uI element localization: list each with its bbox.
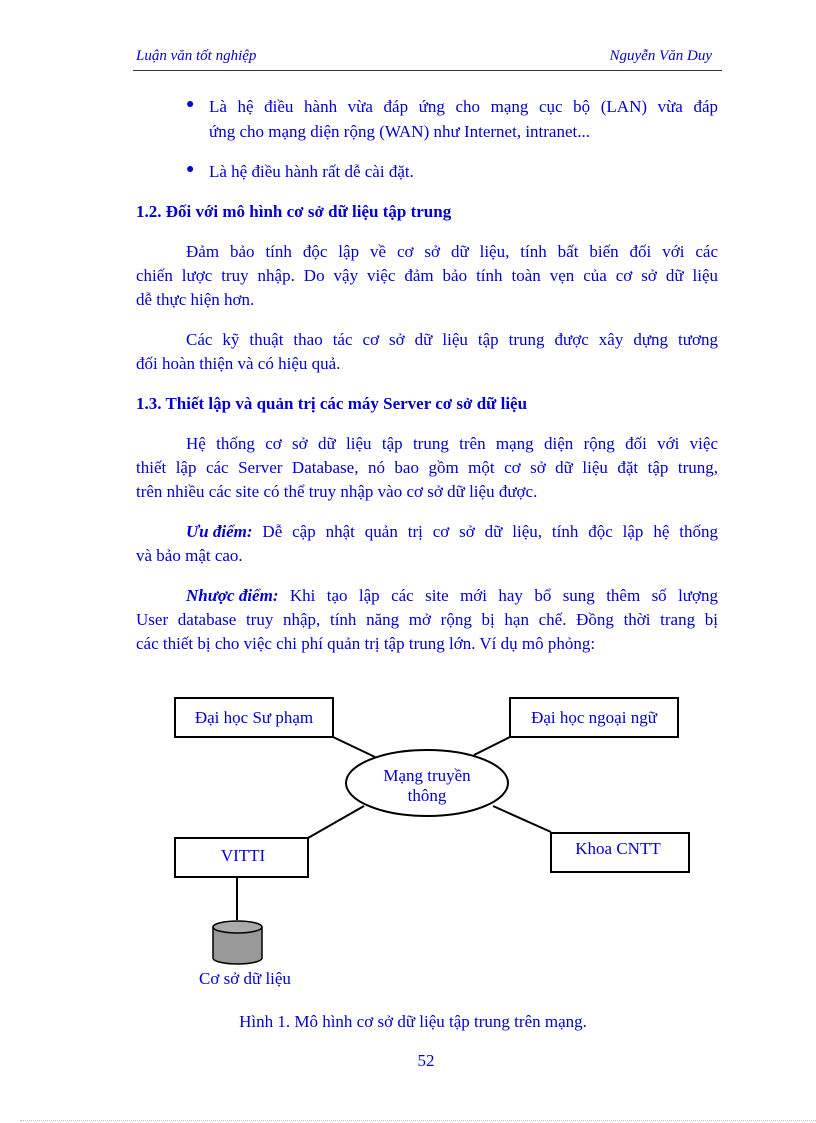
para-line: chiến lược truy nhập. Do vậy việc đảm bảo tính toàn vẹn của cơ sở dữ liệu (136, 266, 718, 285)
advantage-label: Ưu điểm: (186, 522, 253, 541)
para-line: đối hoàn thiện và có hiệu quả. (136, 354, 341, 373)
center-label-2: thông (407, 786, 447, 805)
bullet-icon: ● (186, 97, 195, 112)
para-line: và bảo mật cao. (136, 546, 243, 565)
connector-line (474, 737, 510, 755)
para-line: Đảm bảo tính độc lập về cơ sở dữ liệu, tính bất biến đối với các (186, 242, 718, 261)
connector-line (493, 806, 551, 832)
bullet-1-line-1: Là hệ điều hành vừa đáp ứng cho mạng cục bộ (LAN) vừa đáp (209, 97, 718, 116)
para-line: Hệ thống cơ sở dữ liệu tập trung trên mạng diện rộng đối với việc (186, 434, 718, 453)
para-line: trên nhiều các site có thể truy nhập vào cơ sở dữ liệu được. (136, 482, 538, 501)
heading-1-3: 1.3. Thiết lập và quản trị các máy Server cơ sở dữ liệu (136, 394, 528, 413)
database-icon (213, 921, 262, 964)
header-right: Nguyễn Văn Duy (609, 48, 712, 64)
database-label: Cơ sở dữ liệu (199, 969, 291, 988)
bullet-1-line-2: ứng cho mạng diện rộng (WAN) như Internet, intranet... (209, 122, 590, 141)
connector-line (308, 806, 364, 838)
center-label-1: Mạng truyền (383, 766, 471, 785)
bullet-2: Là hệ điều hành rất dễ cài đặt. (209, 162, 414, 181)
para-line: dễ thực hiện hơn. (136, 290, 255, 309)
para-line: thiết lập các Server Database, nó bao gồm một cơ sở dữ liệu đặt tập trung, (136, 458, 718, 477)
header-left: Luận văn tốt nghiệp (136, 48, 257, 64)
node-label: Khoa CNTT (575, 839, 661, 858)
node-label: Đại học ngoại ngữ (531, 708, 657, 727)
page-edge (20, 1120, 816, 1121)
disadvantage-text: Khi tạo lập các site mới hay bổ sung thêm số lượng (278, 586, 718, 605)
bullet-icon: ● (186, 162, 195, 177)
figure-caption: Hình 1. Mô hình cơ sở dữ liệu tập trung trên mạng. (239, 1012, 587, 1031)
connector-line (333, 737, 375, 757)
disadvantage-label: Nhược điểm: (186, 586, 279, 605)
para-line: Các kỹ thuật thao tác cơ sở dữ liệu tập trung được xây dựng tương (186, 330, 718, 349)
para-line: các thiết bị cho việc chi phí quản trị tập trung lớn. Ví dụ mô phỏng: (136, 634, 596, 653)
heading-1-2: 1.2. Đối với mô hình cơ sở dữ liệu tập trung (136, 202, 452, 221)
node-label: Đại học Sư phạm (194, 708, 314, 727)
page-number: 52 (417, 1051, 435, 1070)
advantage-text: Dễ cập nhật quản trị cơ sở dữ liệu, tính độc lập hệ thống (252, 522, 718, 541)
para-line: User database truy nhập, tính năng mở rộng bị hạn chế. Đồng thời trang bị (136, 610, 718, 629)
node-label: VITTI (220, 846, 266, 865)
